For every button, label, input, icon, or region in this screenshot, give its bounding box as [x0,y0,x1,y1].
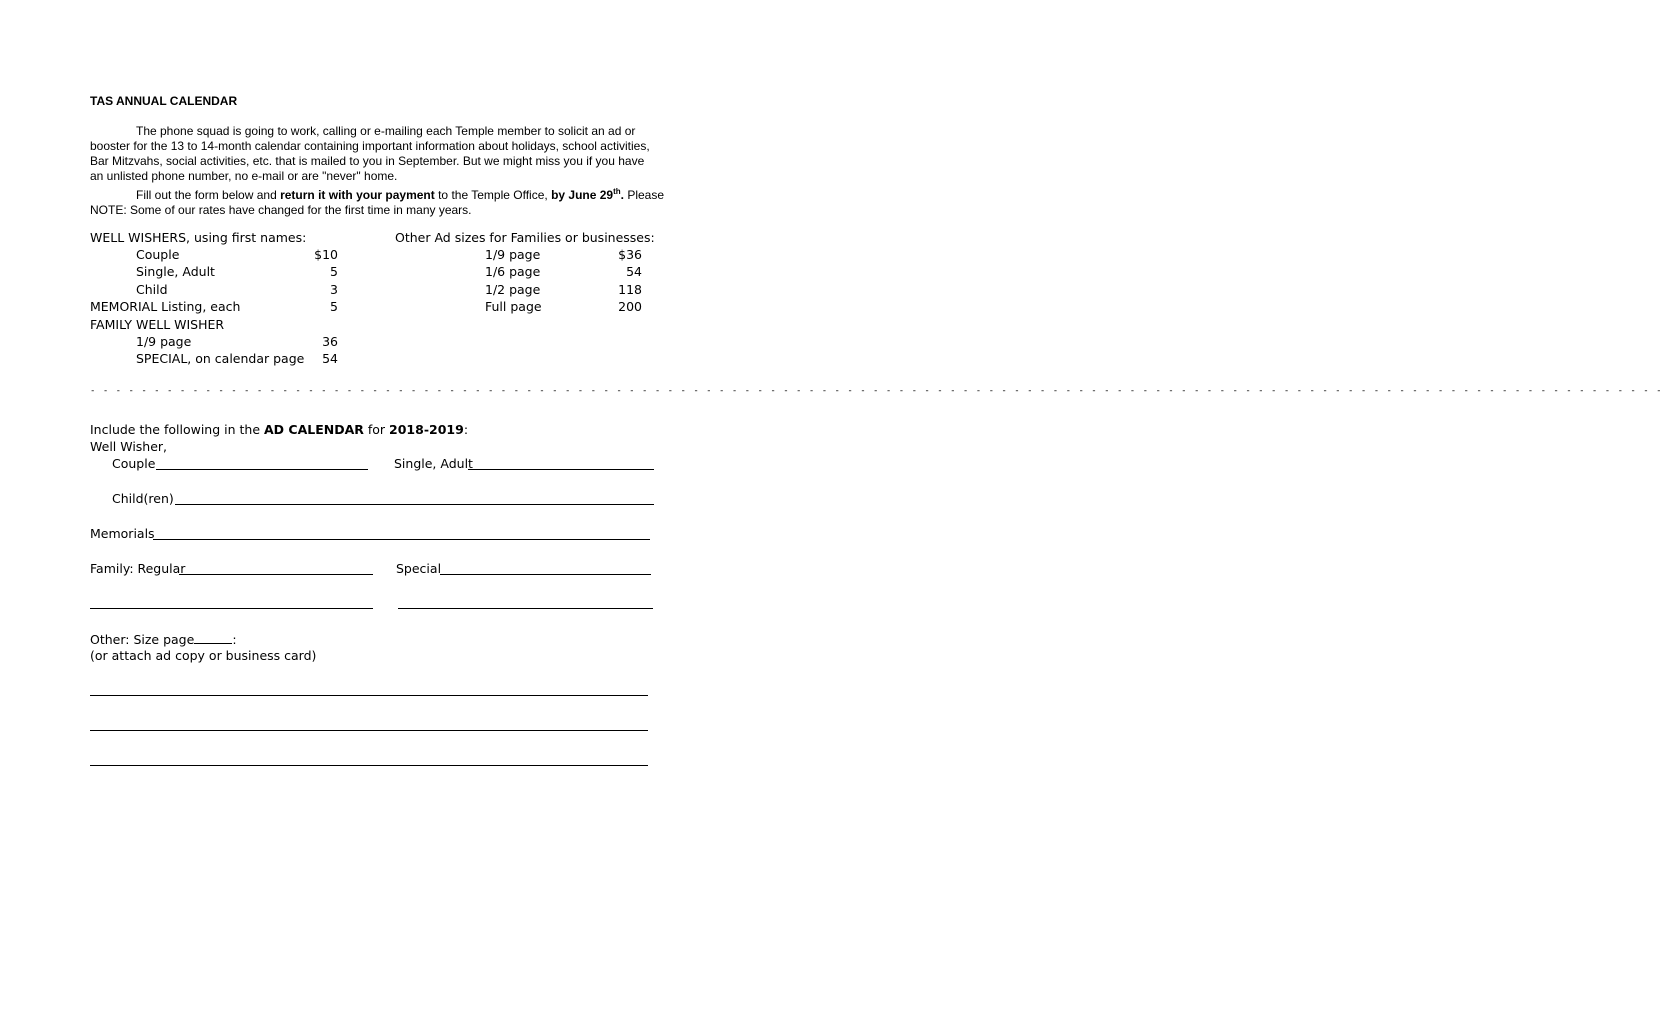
intro-deadline-date: by June 29 [551,188,614,202]
include-for: for [363,422,390,437]
ww-couple-price: $10 [314,247,338,262]
other-ad-price: $36 [618,247,642,262]
intro-line-5 [90,184,690,203]
include-colon: : [463,422,469,437]
couple-field[interactable] [156,469,368,470]
ww-child-label: Child [136,282,168,297]
family-ninth-price: 36 [322,334,338,349]
other-size-text: Other: Size page [90,632,195,647]
intro-deadline-period: . [620,188,624,202]
intro-line-4: an unlisted phone number, no e-mail or are "never" home. [90,169,398,183]
well-wishers-header: WELL WISHERS, using first names: [90,230,307,245]
intro-paragraph [90,124,690,218]
other-ad-line-2[interactable] [90,730,648,731]
memorial-price: 5 [330,299,338,314]
single-adult-field[interactable] [468,469,654,470]
other-size-colon: : [232,632,237,647]
children-label: Child(ren) [112,491,174,506]
cut-separator: - - - - - - - - - - - - - - - - - - - - - - - - - - - - - - - - - - - - - - - - - - - - - - - - - - - - - - - - - - - - - - - - - - - - - - - - - - - - - - - - - - - - - - - - - - - - - - - - - - - - - - - - - - - - - - - - - - - - - - - - - - - [90,386,1663,396]
family-regular-label: Family: Regular [90,561,186,576]
attach-note: (or attach ad copy or business card) [90,648,317,663]
memorials-label: Memorials [90,526,155,541]
intro-line-6: NOTE: Some of our rates have changed for the first time in many years. [90,203,472,217]
intro-line-3: Bar Mitzvahs, social activities, etc. that is mailed to you in September. But we might miss you if you have [90,154,645,168]
other-ad-price: 118 [618,282,642,297]
other-ad-label: 1/9 page [485,247,541,262]
ww-single-price: 5 [330,264,338,279]
page-title: TAS ANNUAL CALENDAR [90,94,238,108]
family-well-wisher-header: FAMILY WELL WISHER [90,317,225,332]
intro-temple-office: to the Temple Office, [434,188,552,202]
other-ads-header: Other Ad sizes for Families or businesses: [395,230,655,245]
intro-please: Please [624,188,665,202]
family-special-label: SPECIAL, on calendar page [136,351,305,366]
other-ad-label: Full page [485,299,542,314]
other-ad-price: 200 [618,299,642,314]
other-size-label [90,631,237,647]
special-field[interactable] [440,574,651,575]
couple-label: Couple [112,456,156,471]
include-heading [90,422,468,437]
extra-field-right[interactable] [398,608,653,609]
intro-return-payment: return it with your payment [280,188,435,202]
other-size-field[interactable] [194,631,232,644]
intro-line-2: booster for the 13 to 14-month calendar containing important information about holidays, school activities, [90,139,650,153]
ww-couple-label: Couple [136,247,180,262]
intro-deadline-sup: th [613,187,621,196]
include-text: Include the following in the [90,422,264,437]
special-label: Special [396,561,442,576]
include-ad-calendar: AD CALENDAR [264,422,364,437]
single-adult-label: Single, Adult [394,456,473,471]
memorials-field[interactable] [153,539,650,540]
extra-field-left[interactable] [90,608,373,609]
ww-child-price: 3 [330,282,338,297]
family-regular-field[interactable] [179,574,373,575]
other-ad-line-1[interactable] [90,695,648,696]
other-ad-label: 1/6 page [485,264,541,279]
intro-line-1: The phone squad is going to work, calling or e-mailing each Temple member to solicit an ad or [136,124,636,138]
other-ad-label: 1/2 page [485,282,541,297]
other-ad-line-3[interactable] [90,765,648,766]
other-ad-price: 54 [626,264,642,279]
intro-deadline [551,188,624,202]
family-ninth-label: 1/9 page [136,334,192,349]
ww-single-label: Single, Adult [136,264,215,279]
intro-fill-text: Fill out the form below and [136,188,281,202]
children-field[interactable] [175,504,654,505]
family-special-price: 54 [322,351,338,366]
memorial-label: MEMORIAL Listing, each [90,299,241,314]
well-wisher-label: Well Wisher, [90,439,168,454]
include-year: 2018-2019 [389,422,464,437]
